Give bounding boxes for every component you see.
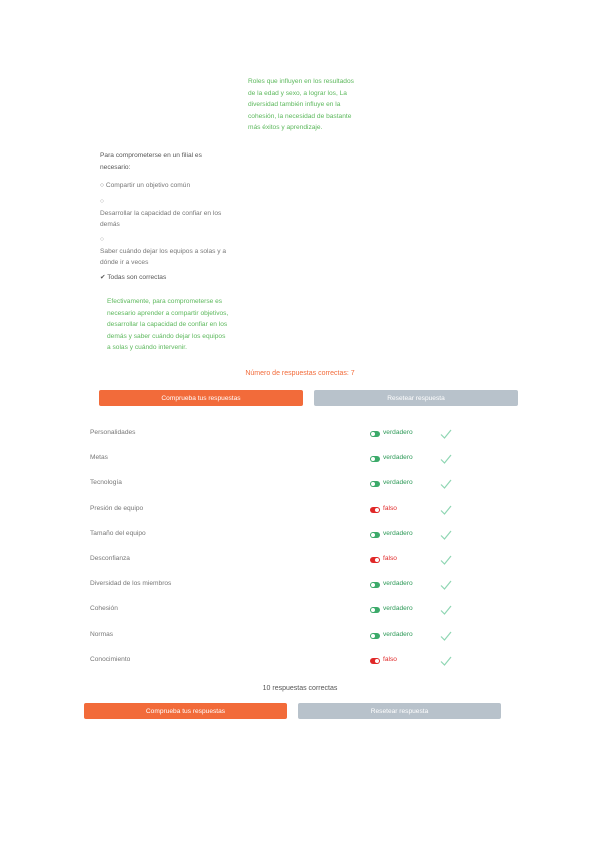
- toggle-knob: [371, 533, 375, 537]
- reset-answer-button-bottom[interactable]: Resetear respuesta: [298, 703, 501, 719]
- toggle-knob: [371, 432, 375, 436]
- statement-row: [90, 529, 460, 543]
- true-false-toggle[interactable]: [370, 456, 380, 462]
- toggle-knob: [371, 634, 375, 638]
- true-false-toggle[interactable]: [370, 557, 380, 563]
- statement-row: [90, 554, 460, 568]
- statement-row: [90, 604, 460, 618]
- option-text: Saber cuándo dejar los equipos a solas y a dónde ir a veces: [100, 247, 227, 266]
- true-false-toggle[interactable]: [370, 582, 380, 588]
- toggle-value: verdadero: [383, 580, 413, 588]
- check-answers-button-bottom[interactable]: Comprueba tus respuestas: [84, 703, 287, 719]
- toggle-knob: [371, 608, 375, 612]
- feedback-text-top: Roles que influyen en los resultados de la edad y sexo, a lograr los, La diversidad también influye en la cohesión, la necesidad de bastante más éxitos y aprendizaje.: [248, 78, 354, 131]
- check-icon: [440, 579, 452, 591]
- check-icon: [440, 478, 452, 490]
- toggle-value: verdadero: [383, 630, 413, 638]
- true-false-toggle[interactable]: [370, 481, 380, 487]
- option-text: ○ Compartir un objetivo común: [100, 182, 191, 189]
- toggle-value: falso: [383, 555, 397, 562]
- toggle-value: falso: [383, 504, 397, 512]
- statement-label: Tamaño del equipo: [90, 529, 146, 537]
- true-false-toggle[interactable]: [370, 633, 380, 639]
- statement-label: Cohesión: [90, 605, 118, 613]
- true-false-toggle[interactable]: [370, 658, 380, 664]
- statement-row: [90, 504, 460, 518]
- check-icon: [440, 630, 452, 642]
- reset-answer-button[interactable]: Resetear respuesta: [314, 390, 518, 406]
- statement-row: [90, 428, 460, 442]
- toggle-knob: [375, 508, 379, 512]
- toggle-knob: [371, 583, 375, 587]
- statement-label: Tecnología: [90, 479, 122, 487]
- toggle-value: verdadero: [383, 605, 413, 613]
- option-text: ✔ Todas son correctas: [100, 274, 167, 281]
- radio-icon: ○: [100, 198, 104, 205]
- true-false-toggle[interactable]: [370, 607, 380, 613]
- toggle-knob: [371, 457, 375, 461]
- check-icon: [440, 428, 452, 440]
- statement-label: Normas: [90, 630, 114, 638]
- check-icon: [440, 453, 452, 465]
- check-icon: [440, 529, 452, 541]
- answer-option-3[interactable]: [100, 234, 230, 269]
- statement-label: Personalidades: [90, 429, 136, 436]
- statement-row: [90, 478, 460, 492]
- toggle-value: verdadero: [383, 529, 413, 537]
- correct-count: 10 respuestas correctas: [262, 685, 338, 692]
- true-false-toggle[interactable]: [370, 431, 380, 437]
- question-prompt: Para comprometerse en un filial es necesario:: [100, 152, 202, 171]
- statement-row: [90, 630, 460, 644]
- check-icon: [440, 604, 452, 616]
- statement-label: Desconfianza: [90, 555, 130, 562]
- question-feedback: Efectivamente, para comprometerse es necesario aprender a compartir objetivos, desarrollar la capacidad de confiar en los demás y saber cuándo dejar los equipos a solas y cuándo intervenir.: [107, 298, 229, 351]
- toggle-knob: [375, 659, 379, 663]
- statement-label: Conocimiento: [90, 655, 131, 663]
- check-answers-button[interactable]: Comprueba tus respuestas: [99, 390, 303, 406]
- toggle-value: falso: [383, 655, 397, 663]
- option-text: Desarrollar la capacidad de confiar en los demás: [100, 209, 222, 228]
- toggle-value: verdadero: [383, 479, 413, 487]
- check-icon: [440, 504, 452, 516]
- toggle-knob: [371, 482, 375, 486]
- radio-icon: ○: [100, 236, 104, 243]
- true-false-toggle[interactable]: [370, 532, 380, 538]
- statement-row: [90, 655, 460, 669]
- answer-option-2[interactable]: [100, 196, 230, 231]
- check-icon: [440, 655, 452, 667]
- toggle-knob: [375, 558, 379, 562]
- radio-icon: ○: [100, 182, 104, 189]
- check-icon: [440, 554, 452, 566]
- statement-label: Diversidad de los miembros: [90, 580, 172, 588]
- true-false-toggle[interactable]: [370, 507, 380, 513]
- statement-label: Metas: [90, 454, 108, 462]
- statement-label: Presión de equipo: [90, 504, 144, 512]
- answer-option-correct[interactable]: [100, 272, 230, 284]
- score-message: Número de respuestas correctas: 7: [245, 370, 355, 377]
- statement-row: [90, 453, 460, 467]
- statement-row: [90, 579, 460, 593]
- toggle-value: verdadero: [383, 429, 413, 436]
- answer-option-1[interactable]: [100, 180, 230, 192]
- toggle-value: verdadero: [383, 454, 413, 462]
